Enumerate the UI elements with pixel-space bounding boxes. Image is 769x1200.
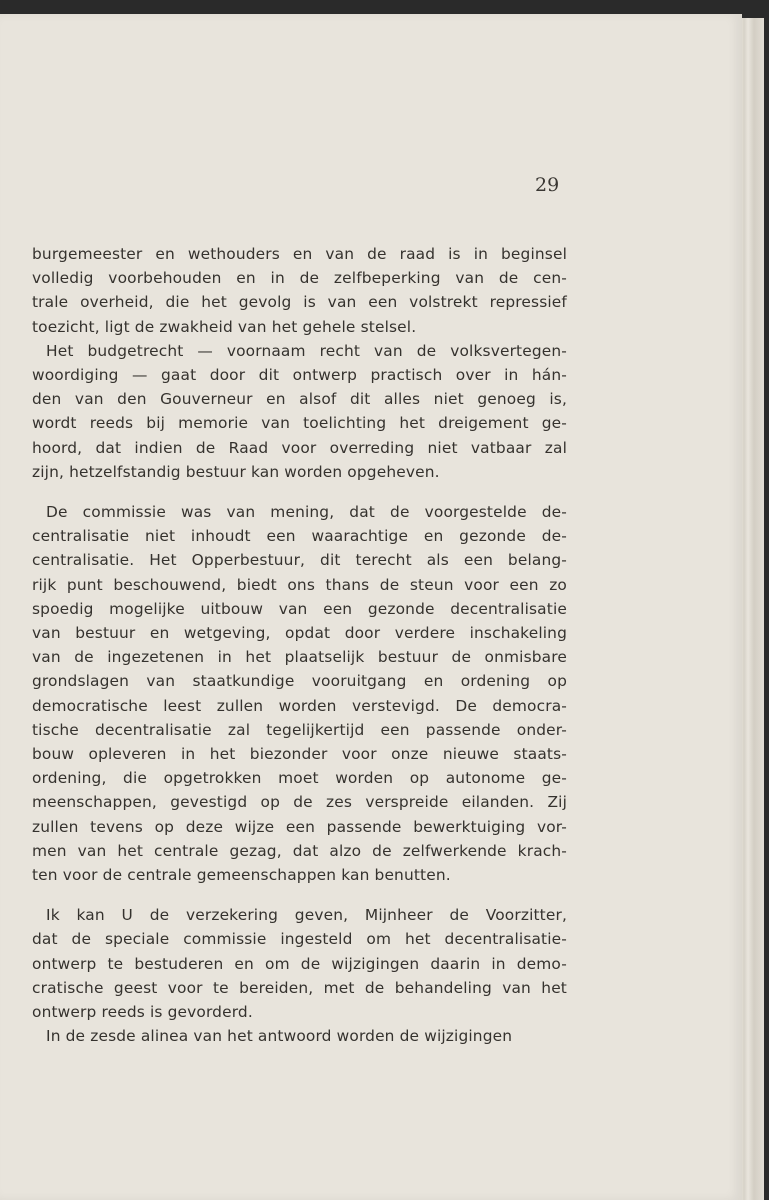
text-line: ten voor de centrale gemeenschappen kan benutten.	[32, 866, 451, 885]
text-line: van de ingezetenen in het plaatselijk bestuur de onmisbare	[32, 648, 567, 667]
text-line: hoord, dat indien de Raad voor overreding niet vatbaar zal	[32, 438, 567, 457]
text-line: volledig voorbehouden en in de zelfbeperking van de cen-	[32, 269, 567, 288]
book-page	[0, 14, 742, 1200]
paragraph	[32, 1024, 567, 1048]
text-line: zullen tevens op deze wijze een passende bewerktuiging vor-	[32, 817, 567, 836]
text-line: grondslagen van staatkundige vooruitgang en ordening op	[32, 672, 567, 691]
text-line: den van den Gouverneur en alsof dit alles niet genoeg is,	[32, 390, 567, 409]
text-line: trale overheid, die het gevolg is van een volstrekt repressief	[32, 293, 567, 312]
paragraph-gap	[32, 887, 567, 903]
text-line: democratische leest zullen worden verstevigd. De democra-	[32, 696, 567, 715]
text-line: rijk punt beschouwend, biedt ons thans de steun voor een zo	[32, 575, 567, 594]
text-line: In de zesde alinea van het antwoord worden de wijzigingen	[46, 1027, 513, 1046]
text-line: men van het centrale gezag, dat alzo de zelfwerkende krach-	[32, 841, 567, 860]
text-line: van bestuur en wetgeving, opdat door verdere inschakeling	[32, 624, 567, 643]
paragraph-gap	[32, 484, 567, 500]
text-line: centralisatie niet inhoudt een waarachtige en gezonde de-	[32, 527, 567, 546]
text-line: meenschappen, gevestigd op de zes verspreide eilanden. Zij	[32, 793, 567, 812]
text-line: spoedig mogelijke uitbouw van een gezonde decentralisatie	[32, 599, 567, 618]
text-line: bouw opleveren in het biezonder voor onze nieuwe staats-	[32, 745, 567, 764]
paragraph	[32, 500, 567, 887]
text-line: Ik kan U de verzekering geven, Mijnheer de Voorzitter,	[46, 906, 567, 925]
text-line: De commissie was van mening, dat de voorgestelde de-	[46, 503, 567, 522]
text-line: ordening, die opgetrokken moet worden op autonome ge-	[32, 769, 567, 788]
text-line: ontwerp te bestuderen en om de wijzigingen daarin in demo-	[32, 954, 567, 973]
body-text	[32, 242, 567, 1049]
text-line: woordiging — gaat door dit ontwerp practisch over in hán-	[32, 366, 567, 385]
paragraph	[32, 242, 567, 339]
text-line: tische decentralisatie zal tegelijkertijd een passende onder-	[32, 720, 567, 739]
text-line: zijn, hetzelfstandig bestuur kan worden opgeheven.	[32, 462, 440, 481]
text-line: cratische geest voor te bereiden, met de behandeling van het	[32, 978, 567, 997]
text-line: dat de speciale commissie ingesteld om het decentralisatie-	[32, 930, 567, 949]
paragraph	[32, 903, 567, 1024]
text-line: ontwerp reeds is gevorderd.	[32, 1003, 253, 1022]
text-line: burgemeester en wethouders en van de raad is in beginsel	[32, 245, 567, 263]
text-line: wordt reeds bij memorie van toelichting het dreigement ge-	[32, 414, 567, 433]
page-number: 29	[535, 174, 560, 196]
text-line: Het budgetrecht — voornaam recht van de volksvertegen-	[46, 341, 567, 360]
text-line: toezicht, ligt de zwakheid van het gehele stelsel.	[32, 317, 417, 336]
text-line: centralisatie. Het Opperbestuur, dit terecht als een belang-	[32, 551, 567, 570]
paragraph	[32, 339, 567, 484]
